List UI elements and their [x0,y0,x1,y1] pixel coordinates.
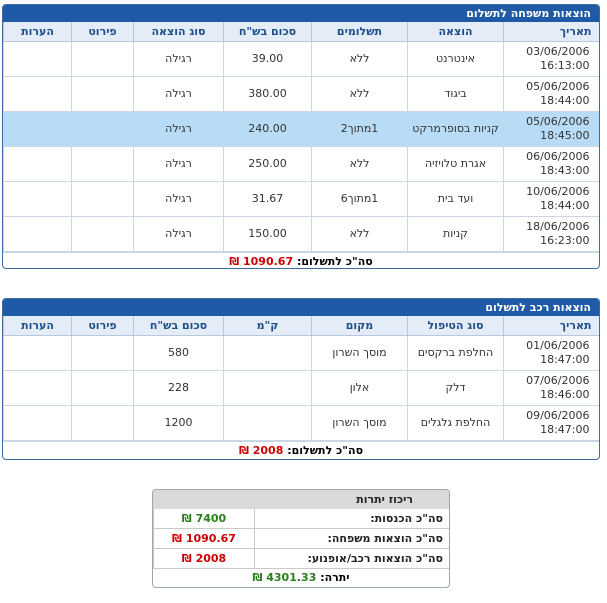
summary-label: סה"כ הוצאות רכב/אופנוע: [255,549,450,569]
row-payments: 1מתוך6 [312,182,408,217]
row-type: רגילה [134,182,224,217]
summary-row-income [154,509,450,529]
row-expense: קניות [408,217,504,252]
car-expenses-title: הוצאות רכב לתשלום [3,299,599,316]
table-row[interactable] [4,147,600,182]
row-detail [72,147,134,182]
col-header-payments[interactable]: תשלומים [312,22,408,42]
row-payments: ללא [312,77,408,112]
row-treatment: החלפת ברקסים [408,336,504,371]
col-header-date[interactable]: תאריך [504,316,600,336]
row-date: 18/06/2006 16:23:00 [504,217,600,252]
shekel-icon: ₪ [229,255,240,268]
balance-label: יתרה: [320,571,350,584]
table-row[interactable] [4,406,600,441]
table-row-selected[interactable] [4,112,600,147]
row-amount: 250.00 [224,147,312,182]
car-total [3,441,599,460]
row-notes [4,217,72,252]
row-notes [4,77,72,112]
balance-summary-table [153,509,449,569]
table-row[interactable] [4,42,600,77]
family-expenses-panel [2,4,600,269]
balance-row [153,569,449,587]
table-row[interactable] [4,217,600,252]
table-row[interactable] [4,371,600,406]
col-header-detail[interactable]: פירוט [72,316,134,336]
row-amount: 240.00 [224,112,312,147]
row-detail [72,77,134,112]
row-type: רגילה [134,147,224,182]
balance-summary-title: ריכוז יתרות [153,490,449,509]
row-expense: ועד בית [408,182,504,217]
car-expenses-table [3,316,600,441]
row-payments: ללא [312,42,408,77]
family-expenses-table [3,22,600,252]
car-header-row [4,316,600,336]
shekel-icon: ₪ [181,511,192,525]
row-type: רגילה [134,112,224,147]
col-header-amount[interactable]: סכום בש"ח [134,316,224,336]
row-km [224,336,312,371]
row-km [224,371,312,406]
row-place: מוסך השרון [312,406,408,441]
family-total-value: 1090.67 [243,255,294,268]
col-header-place[interactable]: מקום [312,316,408,336]
row-payments: 1מתוך2 [312,112,408,147]
summary-label: סה"כ הכנסות: [255,509,450,529]
car-expenses-panel [2,298,600,460]
col-header-notes[interactable]: הערות [4,22,72,42]
row-amount: 39.00 [224,42,312,77]
row-notes [4,112,72,147]
col-header-date[interactable]: תאריך [504,22,600,42]
car-total-label: סה"כ לתשלום: [287,444,364,457]
table-row[interactable] [4,182,600,217]
row-expense: ביגוד [408,77,504,112]
row-date: 07/06/2006 18:46:00 [504,371,600,406]
summary-value: 7400 ₪ [154,509,255,529]
row-date: 03/06/2006 16:13:00 [504,42,600,77]
shekel-icon: ₪ [238,444,249,457]
summary-row-family-expenses [154,529,450,549]
col-header-km[interactable]: ק"מ [224,316,312,336]
row-notes [4,406,72,441]
row-detail [72,217,134,252]
row-km [224,406,312,441]
col-header-treatment[interactable]: סוג הטיפול [408,316,504,336]
shekel-icon: ₪ [172,531,182,545]
row-expense: קניות בסופרמרקט [408,112,504,147]
row-amount: 228 [134,371,224,406]
row-notes [4,371,72,406]
summary-row-car-expenses [154,549,450,569]
row-amount: 1200 [134,406,224,441]
row-amount: 380.00 [224,77,312,112]
row-detail [72,336,134,371]
row-amount: 31.67 [224,182,312,217]
row-detail [72,182,134,217]
row-date: 05/06/2006 18:44:00 [504,77,600,112]
family-expenses-title: הוצאות משפחה לתשלום [3,5,599,22]
shekel-icon: ₪ [252,571,263,584]
row-date: 06/06/2006 18:43:00 [504,147,600,182]
row-expense: אינטרנט [408,42,504,77]
table-row[interactable] [4,77,600,112]
row-payments: ללא [312,217,408,252]
row-payments: ללא [312,147,408,182]
row-date: 05/06/2006 18:45:00 [504,112,600,147]
row-amount: 580 [134,336,224,371]
row-detail [72,406,134,441]
row-place: מוסך השרון [312,336,408,371]
row-detail [72,371,134,406]
summary-label: סה"כ הוצאות משפחה: [255,529,450,549]
row-notes [4,336,72,371]
row-date: 10/06/2006 18:44:00 [504,182,600,217]
row-notes [4,42,72,77]
row-expense: אגרת טלויזיה [408,147,504,182]
balance-summary-panel [152,489,450,588]
family-total-label: סה"כ לתשלום: [296,255,373,268]
summary-value: 1090.67 ₪ [154,529,255,549]
row-treatment: דלק [408,371,504,406]
row-treatment: החלפת גלגלים [408,406,504,441]
car-total-value: 2008 [252,444,284,457]
row-notes [4,147,72,182]
table-row[interactable] [4,336,600,371]
row-detail [72,112,134,147]
col-header-expense[interactable]: הוצאה [408,22,504,42]
shekel-icon: ₪ [181,551,192,565]
row-amount: 150.00 [224,217,312,252]
col-header-detail[interactable]: פירוט [72,22,134,42]
summary-value: 2008 ₪ [154,549,255,569]
family-header-row [4,22,600,42]
row-notes [4,182,72,217]
row-type: רגילה [134,217,224,252]
col-header-notes[interactable]: הערות [4,316,72,336]
row-place: אלון [312,371,408,406]
row-type: רגילה [134,77,224,112]
col-header-type[interactable]: סוג הוצאה [134,22,224,42]
col-header-amount[interactable]: סכום בש"ח [224,22,312,42]
family-total [3,252,599,269]
row-date: 09/06/2006 18:47:00 [504,406,600,441]
row-date: 01/06/2006 18:47:00 [504,336,600,371]
row-type: רגילה [134,42,224,77]
balance-value: 4301.33 [266,571,317,584]
row-detail [72,42,134,77]
